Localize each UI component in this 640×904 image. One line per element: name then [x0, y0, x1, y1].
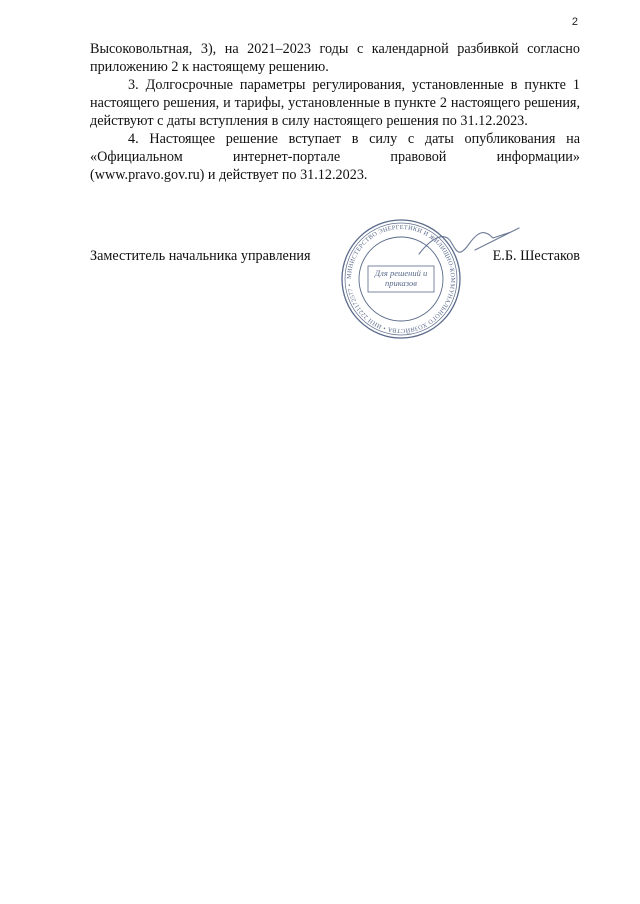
- paragraph-item-3: 3. Долгосрочные параметры регулирования, установленные в пункте 1 настоящего решения, и тарифы, установленные в пункте 2 настоящего решения, действуют с даты вступления в силу настоящего решения по 31.12.2023.: [90, 77, 580, 129]
- paragraph-item-4-line-1: 4. Настоящее решение вступает в силу с даты опубликования на: [128, 131, 580, 147]
- paragraph-item-4-line-2: «Официальном интернет-портале правовой информации»: [90, 149, 580, 165]
- paragraph-item-4-line-3: (www.pravo.gov.ru) и действует по 31.12.2023.: [90, 167, 368, 183]
- stamp-center-text: Для решений и приказов: [374, 268, 428, 288]
- signatory-name: Е.Б. Шестаков: [492, 248, 580, 264]
- page-number: 2: [571, 16, 578, 28]
- svg-text:МИНИСТЕРСТВО ЭНЕРГЕТИКИ И ЖИЛИ: МИНИСТЕРСТВО ЭНЕРГЕТИКИ И ЖИЛИЩНО-КОММУНАЛЬНОГО ХОЗЯЙСТВА • ИНН 2221172577 •: [345, 223, 457, 335]
- signatory-position: Заместитель начальника управления: [90, 248, 311, 264]
- official-stamp-icon: [338, 216, 464, 342]
- paragraph-continuation: Высоковольтная, 3), на 2021–2023 годы с календарной разбивкой согласно приложению 2 к настоящему решению.: [90, 41, 580, 75]
- document-body: [90, 40, 580, 184]
- paragraph-item-4: [90, 130, 580, 184]
